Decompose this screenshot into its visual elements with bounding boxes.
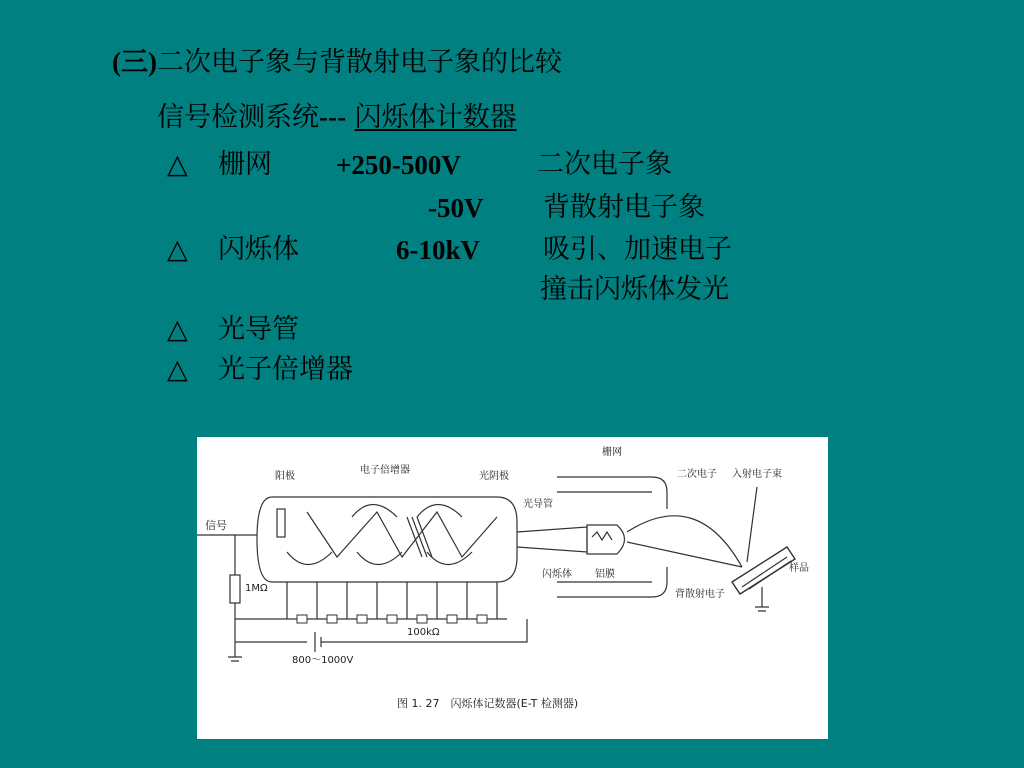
dynode <box>417 505 462 518</box>
foil-wave <box>592 532 612 540</box>
scintillator <box>587 525 625 554</box>
label-backscatter: 背散射电子 <box>675 589 725 600</box>
subtitle-link: 闪烁体计数器 <box>354 102 517 133</box>
item-desc: 撞击闪烁体发光 <box>540 274 729 305</box>
secondary-path <box>627 516 742 567</box>
ground-symbol <box>228 603 242 661</box>
anode <box>277 509 285 537</box>
divider-resistor <box>297 615 307 623</box>
dynode <box>287 552 332 565</box>
item-desc: 背散射电子象 <box>543 192 705 223</box>
item-name: 闪烁体 <box>218 234 299 265</box>
divider-resistor <box>387 615 397 623</box>
item-value: -50V <box>428 193 484 223</box>
resistor <box>230 575 240 603</box>
backscatter-path <box>627 542 742 567</box>
subtitle-dash: --- <box>319 102 346 132</box>
subtitle-text: 信号检测系统 <box>157 102 319 133</box>
light-guide <box>517 527 587 552</box>
bullet-mark: △ <box>167 354 188 385</box>
battery-line <box>235 619 527 652</box>
label-resistor: 1MΩ <box>245 583 268 594</box>
item-name: 光导管 <box>218 314 299 345</box>
label-sample: 样品 <box>789 563 809 574</box>
dynode-leads <box>287 582 497 619</box>
sample <box>732 547 795 594</box>
et-detector-figure <box>197 437 828 739</box>
item-desc: 吸引、加速电子 <box>543 234 732 265</box>
label-foil: 铝膜 <box>595 569 615 580</box>
sample-hatch <box>742 557 791 589</box>
label-incident: 入射电子束 <box>732 469 782 480</box>
label-signal: 信号 <box>205 519 227 532</box>
label-secondary: 二次电子 <box>677 469 717 480</box>
label-grid: 栅网 <box>602 447 622 458</box>
label-voltage: 800～1000V <box>292 655 354 666</box>
figure-caption: 图 1. 27 闪烁体记数器(E-T 检测器) <box>397 697 579 710</box>
divider-resistor <box>477 615 487 623</box>
dynode <box>357 552 402 565</box>
bullet-mark: △ <box>167 149 188 180</box>
label-photocathode: 光阴极 <box>479 471 509 482</box>
item-name: 栅网 <box>218 149 272 180</box>
label-divider: 100kΩ <box>407 627 440 638</box>
item-name: 光子倍增器 <box>218 354 353 385</box>
label-anode: 阳极 <box>275 471 295 482</box>
item-value: 6-10kV <box>396 235 481 265</box>
label-multiplier: 电子倍增器 <box>360 465 410 476</box>
slide-subtitle <box>157 101 517 134</box>
title-text: 二次电子象与背散射电子象的比较 <box>156 47 562 78</box>
electron-path <box>307 512 497 557</box>
grid-top <box>557 477 667 509</box>
label-scintillator: 闪烁体 <box>542 569 572 580</box>
slide-title <box>112 46 562 79</box>
divider-resistor <box>327 615 337 623</box>
divider-resistor <box>417 615 427 623</box>
bullet-mark: △ <box>167 314 188 345</box>
divider-resistor <box>447 615 457 623</box>
item-desc: 二次电子象 <box>537 149 672 180</box>
bullet-mark: △ <box>167 234 188 265</box>
divider-resistor <box>357 615 367 623</box>
ground-symbol <box>755 587 769 611</box>
item-value: +250-500V <box>336 150 461 180</box>
label-lightguide: 光导管 <box>523 499 553 510</box>
title-prefix: (三) <box>112 47 157 77</box>
incident-beam <box>747 487 757 562</box>
et-detector-diagram <box>197 437 828 739</box>
